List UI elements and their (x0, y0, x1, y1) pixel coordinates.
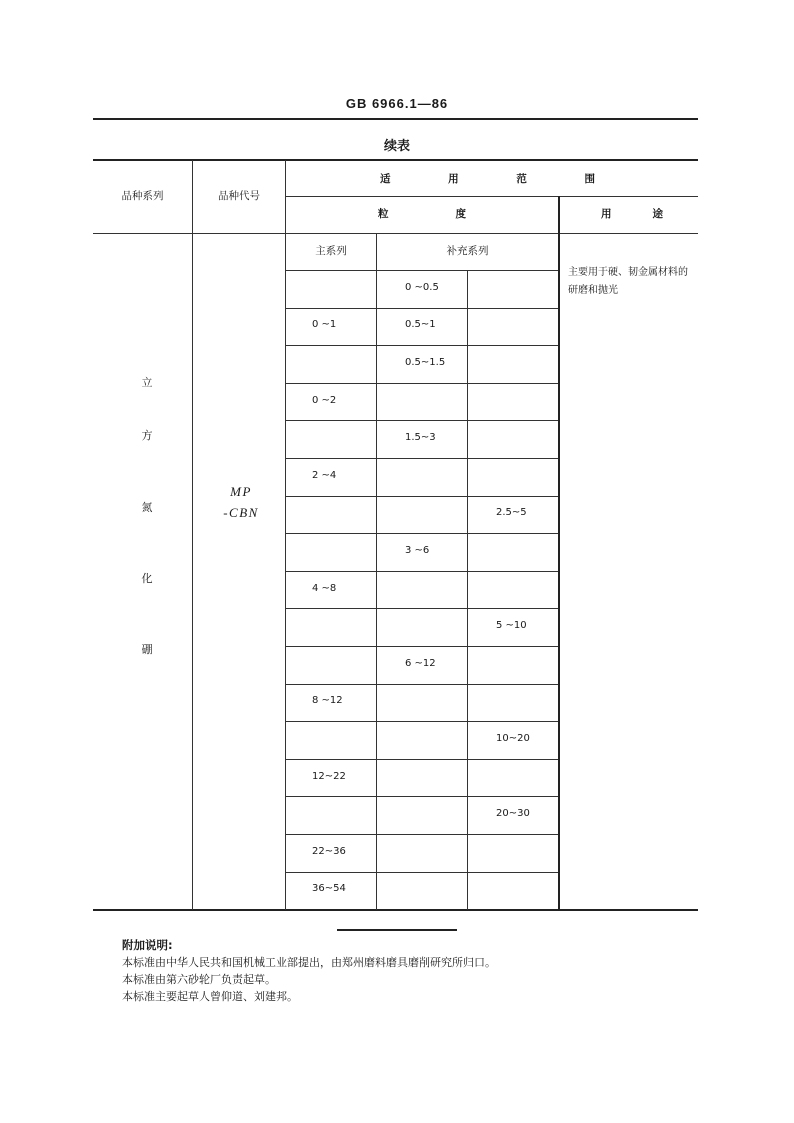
grain-cell-main: 4 ~8 (312, 582, 337, 594)
notes-heading: 附加说明: (122, 938, 173, 952)
col-line-4 (467, 270, 468, 910)
header-supplementary-series: 补充系列 (446, 245, 489, 257)
scope-char: 围 (584, 173, 595, 185)
grain-cell-sup1: 3 ~6 (405, 545, 430, 556)
header-code: 品种代号 (218, 190, 260, 202)
series-char: 化 (141, 572, 153, 585)
series-char: 立 (141, 376, 153, 389)
grain-cell-sup2: 10~20 (496, 733, 530, 744)
row-divider (285, 270, 558, 271)
col-line-1 (192, 160, 193, 910)
grain-cell-main: 2 ~4 (312, 469, 337, 481)
grain-cell-sup1: 0.5~1.5 (405, 357, 446, 368)
table-bottom-rule (93, 909, 698, 911)
standard-number: GB 6966.1—86 (345, 96, 449, 111)
row-divider (285, 646, 558, 647)
grain-cell-main: 8 ~12 (312, 695, 343, 707)
grain-cell-sup1: 0 ~0.5 (405, 281, 439, 293)
grain-cell-main: 36~54 (312, 883, 346, 895)
row-divider (285, 834, 558, 835)
row-divider (285, 608, 558, 609)
header-divider-1 (285, 196, 698, 197)
use-char: 途 (652, 208, 663, 220)
row-divider (285, 721, 558, 722)
table-top-rule (93, 159, 698, 161)
additional-notes (122, 937, 496, 1005)
col-line-5 (558, 196, 560, 910)
grain-cell-sup1: 0.5~1 (405, 319, 436, 331)
series-char: 氮 (141, 501, 153, 514)
header-grain (378, 206, 466, 221)
row-divider (285, 759, 558, 760)
grain-cell-sup2: 5 ~10 (496, 620, 527, 632)
row-divider (285, 571, 558, 572)
grain-cell-main: 0 ~1 (312, 319, 337, 331)
use-char: 用 (601, 208, 612, 220)
grain-cell-main: 0 ~2 (312, 394, 337, 406)
series-char: 方 (141, 429, 153, 442)
col-line-2 (285, 160, 286, 910)
grain-char: 度 (455, 208, 466, 220)
grain-cell-sup2: 2.5~5 (496, 507, 527, 519)
row-divider (285, 345, 558, 346)
header-divider-2 (93, 233, 698, 234)
scope-char: 用 (448, 173, 459, 185)
row-divider (285, 308, 558, 309)
notes-line: 本标准主要起草人曾仰道、刘建邦。 (122, 990, 298, 1003)
scope-char: 适 (380, 173, 391, 185)
grain-cell-sup1: 6 ~12 (405, 657, 436, 669)
row-divider (285, 684, 558, 685)
grain-cell-main: 22~36 (312, 845, 346, 857)
row-divider (285, 420, 558, 421)
continuation-title: 续表 (383, 139, 410, 154)
header-use (601, 206, 663, 221)
row-divider (285, 383, 558, 384)
grain-cell-main: 12~22 (312, 770, 346, 782)
notes-line: 本标准由第六砂轮厂负责起草。 (122, 973, 276, 986)
row-divider (285, 533, 558, 534)
closing-rule (337, 929, 457, 931)
grain-cell-sup1: 1.5~3 (405, 432, 436, 444)
header-series: 品种系列 (121, 190, 164, 202)
notes-line: 本标准由中华人民共和国机械工业部提出，由郑州磨料磨具磨削研究所归口。 (122, 956, 496, 969)
row-divider (285, 796, 558, 797)
product-code-line: -CBN (223, 505, 259, 520)
scope-char: 范 (516, 173, 527, 185)
usage-text: 主要用于硬、韧金属材料的研磨和抛光 (568, 267, 688, 296)
header-rule (93, 118, 698, 120)
series-char: 硼 (141, 643, 153, 656)
header-main-series: 主系列 (315, 245, 347, 257)
grain-char: 粒 (378, 208, 389, 220)
row-divider (285, 872, 558, 873)
product-code-line: MP (230, 484, 252, 499)
row-divider (285, 458, 558, 459)
header-scope (380, 171, 595, 186)
grain-cell-sup2: 20~30 (496, 808, 530, 820)
row-divider (285, 496, 558, 497)
